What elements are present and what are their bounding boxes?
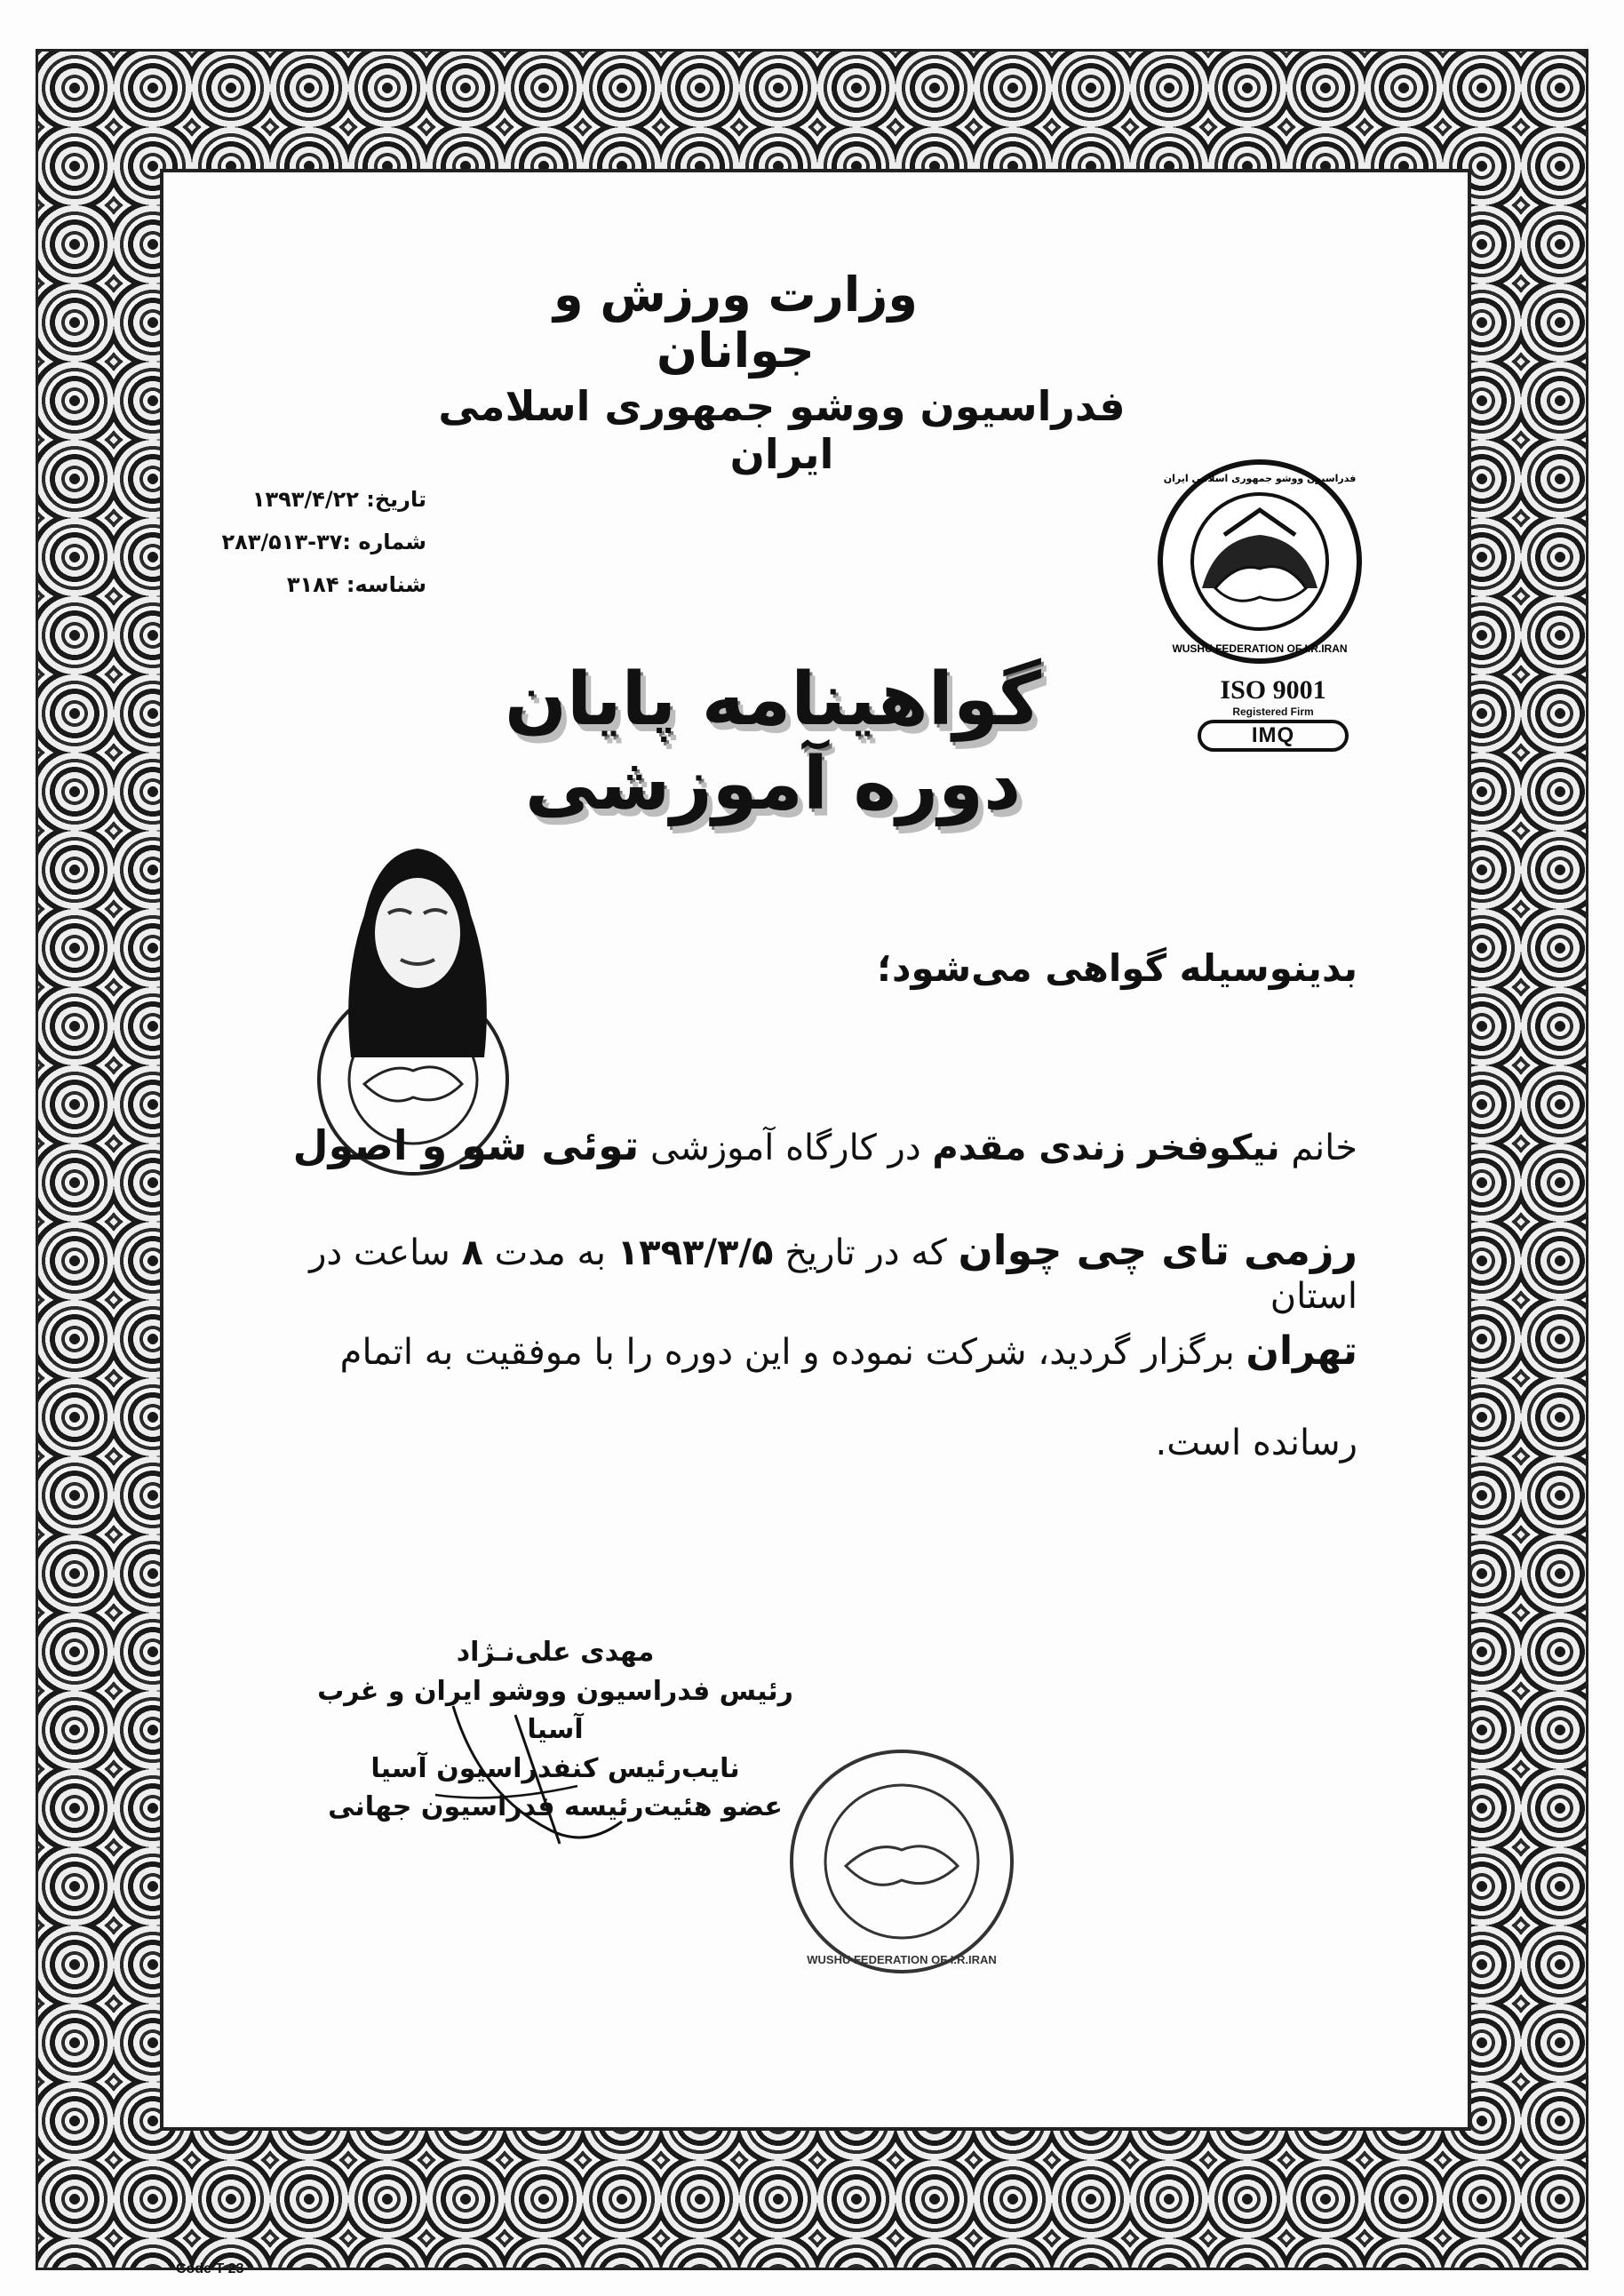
iso-badge (1189, 675, 1357, 764)
imq-badge (1198, 720, 1349, 752)
signatory-title-3: عضو هئیت‌رئیسه فدراسیون جهانی (328, 1791, 783, 1822)
province-name: تهران (1246, 1328, 1357, 1374)
stamp-text: WUSHU FEDERATION OF I.R.IRAN (807, 1953, 997, 1966)
applicant-photo (315, 835, 520, 1066)
number-value: ۳۷-۲۸۳/۵۱۳ (221, 530, 343, 554)
iso-registered-text: Registered Firm (1232, 706, 1314, 718)
title-prefix: خانم (1291, 1128, 1357, 1168)
iso-text: ISO 9001 (1220, 675, 1326, 705)
id-label: شناسه: (346, 572, 426, 597)
body-line-3 (265, 1328, 1357, 1375)
reference-date (213, 487, 426, 512)
date-label: تاریخ: (366, 487, 426, 512)
workshop-text: در کارگاه آموزشی (649, 1128, 921, 1168)
federation-logo (1153, 455, 1366, 668)
body-line-1 (265, 1121, 1357, 1170)
completion-text: برگزار گردید، شرکت نموده و این دوره را با موفقیت به اتمام (339, 1332, 1235, 1373)
form-code: Code T-23 (176, 2261, 244, 2276)
imq-text: IMQ (1251, 723, 1295, 747)
duration-text: به مدت (494, 1232, 607, 1273)
reference-id (213, 572, 426, 597)
signatory-name: مهدی علی‌نـژاد (456, 1637, 655, 1668)
date-intro-text: که در تاریخ (784, 1232, 947, 1273)
federation-stamp (782, 1742, 1022, 1981)
certificate-title: گواهینامه پایان دوره آموزشی (505, 658, 1041, 826)
recipient-name: نیکوفخر زندی مقدم (932, 1128, 1280, 1168)
province-intro-text: ساعت در استان (309, 1232, 1357, 1318)
federation-heading: فدراسیون ووشو جمهوری اسلامی ایران (438, 382, 1126, 478)
course-name-part2: رزمی تای چی چوان (958, 1226, 1357, 1274)
course-name-part1: توئی شو و اصول (292, 1121, 640, 1169)
body-line-4: رسانده است. (1155, 1423, 1357, 1463)
body-line-2 (265, 1226, 1357, 1318)
logo-arc-bottom-text: WUSHU FEDERATION OF I.R.IRAN (1172, 642, 1348, 655)
ministry-heading: وزارت ورزش و جوانان (553, 267, 918, 379)
handwritten-signature (418, 1688, 684, 1866)
id-value: ۳۱۸۴ (286, 572, 339, 597)
course-date: ۱۳۹۳/۳/۵ (617, 1232, 774, 1273)
logo-arc-top-text: فدراسیون ووشو جمهوری اسلامی ایران (1163, 473, 1357, 484)
number-label: شماره : (342, 530, 426, 554)
date-value: ۱۳۹۳/۴/۲۲ (251, 487, 359, 512)
course-hours: ۸ (461, 1232, 483, 1273)
signatory-title-1: رئیس فدراسیون ووشو ایران و غرب آسیا (317, 1675, 793, 1745)
signatory-title-2: نایب‌رئیس کنفدراسیون آسیا (370, 1752, 740, 1784)
intro-line: بدینوسیله گواهی می‌شود؛ (877, 946, 1357, 990)
reference-number (213, 530, 426, 554)
